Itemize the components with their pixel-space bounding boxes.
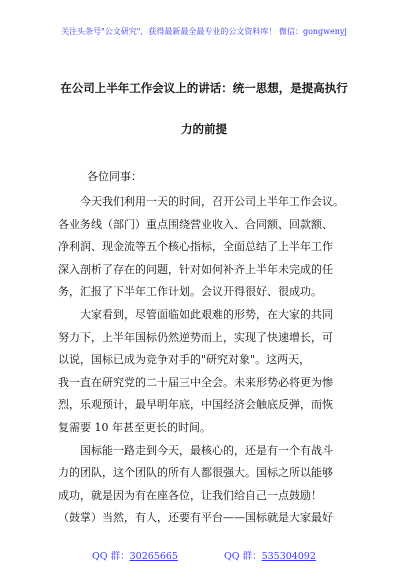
body-line: 成功，就是因为有在座各位，让我们给自己一点鼓励！: [58, 488, 322, 502]
body-line: 今天我们利用一天的时间，召开公司上半年工作会议。: [58, 195, 344, 208]
title-line-2: 力的前提: [181, 122, 227, 136]
body-line: 各业务线（部门）重点围绕营业收入、合同额、回款额、: [58, 217, 333, 231]
body-line: 以说，国标已成为竞争对手的"研究对象"。这两天，: [58, 353, 311, 367]
body-text: [58, 191, 358, 530]
body-line: 复需要 10 年甚至更长的时间。: [58, 420, 211, 434]
body-line: 大家看到，尽管面临如此艰难的形势，在大家的共同: [58, 307, 333, 321]
body-line: 深入剖析了存在的问题，针对如何补齐上半年未完成的任: [58, 262, 333, 276]
body-line: 务，汇报了下半年工作计划。会议开得很好、很成功。: [58, 285, 322, 299]
header-banner: 关注头条号"公文研究"，获得最新最全最专业的公文资料库！ 微信：gongwenyj: [61, 27, 347, 36]
body-line: 净利润、现金流等五个核心指标，全面总结了上半年工作: [58, 240, 333, 254]
salutation: 各位同事：: [87, 170, 142, 183]
body-line: 我一直在研究党的二十届三中全会。未来形势必将更为惨: [58, 375, 333, 389]
title-line-1: 在公司上半年工作会议上的讲话：统一思想，是提高执行: [60, 81, 348, 95]
body-line: 努力下，上半年国标仍然逆势而上，实现了快速增长，可: [58, 330, 333, 344]
qq-group-1-label: QQ 群：: [92, 551, 130, 562]
footer: [0, 548, 408, 562]
qq-group-2-label: QQ 群：: [223, 551, 262, 562]
qq-group-1-link[interactable]: 30265665: [129, 551, 178, 562]
body-line: 力的团队，这个团队的所有人都很强大。国标之所以能够: [58, 466, 333, 480]
body-line: 国标能一路走到今天，最核心的，还是有一个有战斗: [58, 443, 333, 457]
body-line: （鼓掌）当然，有人，还要有平台——国标就是大家最好: [58, 511, 333, 525]
body-line: 烈，乐观预计，最早明年底，中国经济会触底反弹，而恢: [58, 398, 333, 412]
qq-group-2-link[interactable]: 535304092: [261, 551, 316, 562]
